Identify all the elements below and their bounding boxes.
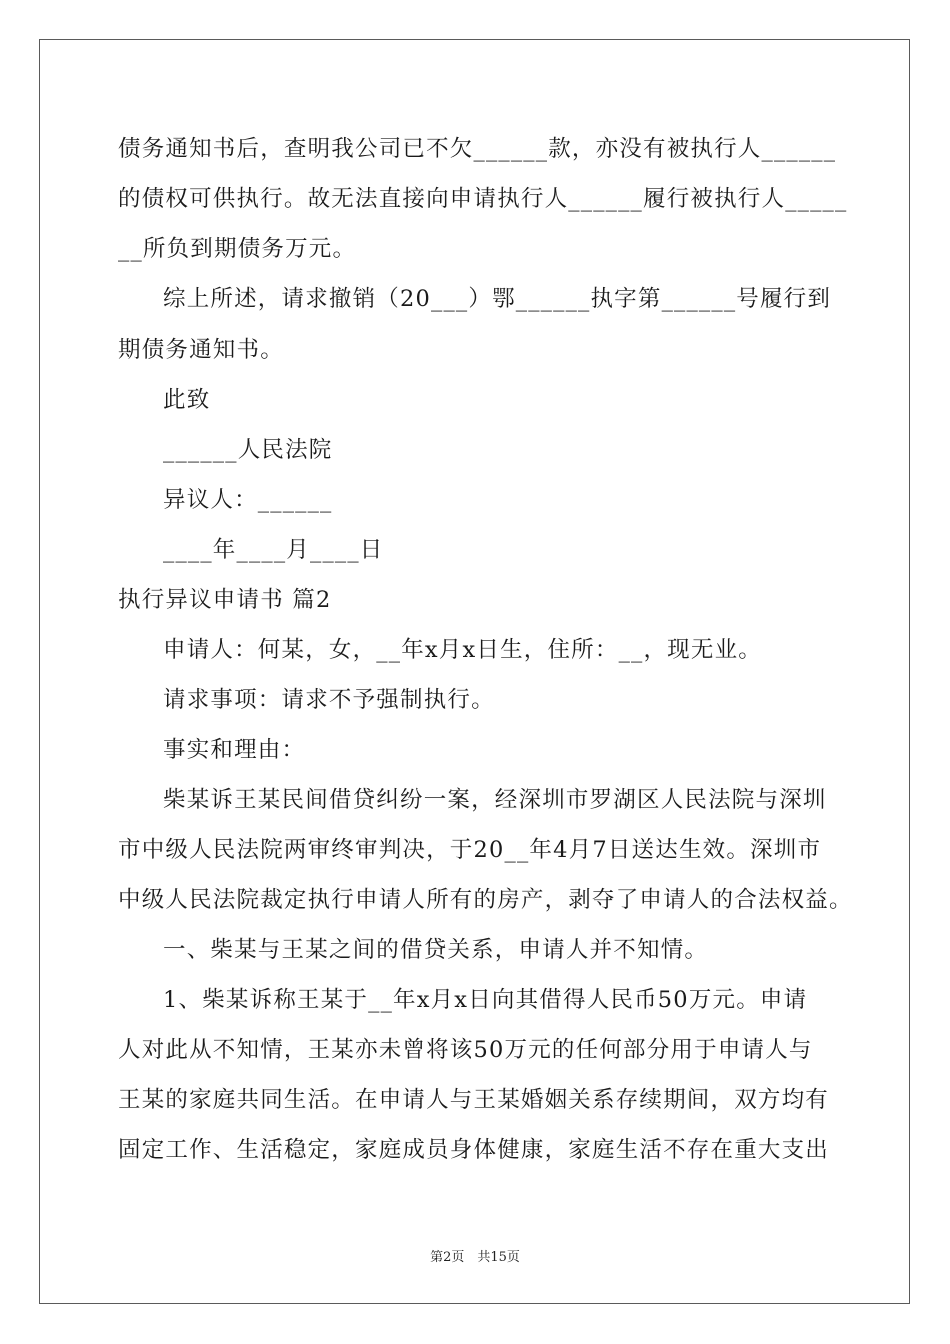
body-line: 市中级人民法院两审终审判决，于20__年4月7日送达生效。深圳市 <box>118 837 822 863</box>
body-line: 债务通知书后，查明我公司已不欠______款，亦没有被执行人______ <box>118 136 837 162</box>
body-line: 申请人：何某，女，__年x月x日生，住所：__，现无业。 <box>163 637 762 663</box>
body-line: 中级人民法院裁定执行申请人所有的房产，剥夺了申请人的合法权益。 <box>118 887 853 913</box>
objector-line: 异议人：______ <box>163 487 333 513</box>
body-line: 王某的家庭共同生活。在申请人与王某婚姻关系存续期间，双方均有 <box>118 1087 830 1113</box>
date-line: ____年____月____日 <box>163 537 384 563</box>
court-name-line: ______人民法院 <box>163 437 333 463</box>
body-line: 综上所述，请求撤销（20___）鄂______执字第______号履行到 <box>163 286 832 312</box>
body-line: 柴某诉王某民间借贷纠纷一案，经深圳市罗湖区人民法院与深圳 <box>163 787 827 813</box>
body-line: 固定工作、生活稳定，家庭成员身体健康，家庭生活不存在重大支出 <box>118 1137 830 1163</box>
section-heading: 执行异议申请书 篇2 <box>118 587 332 613</box>
body-line: 的债权可供执行。故无法直接向申请执行人______履行被执行人_____ <box>118 186 848 212</box>
body-line: 期债务通知书。 <box>118 337 284 363</box>
body-line: 一、柴某与王某之间的借贷关系，申请人并不知情。 <box>163 937 709 963</box>
closing-salutation: 此致 <box>163 387 211 413</box>
page-number-footer: 第2页 共15页 <box>430 1250 520 1265</box>
body-line: 人对此从不知情，王某亦未曾将该50万元的任何部分用于申请人与 <box>118 1037 813 1063</box>
body-line: 请求事项：请求不予强制执行。 <box>163 687 495 713</box>
body-line: 事实和理由： <box>163 737 306 763</box>
body-line: 1、柴某诉称王某于__年x月x日向其借得人民币50万元。申请 <box>163 987 808 1013</box>
body-line: __所负到期债务万元。 <box>118 236 357 262</box>
